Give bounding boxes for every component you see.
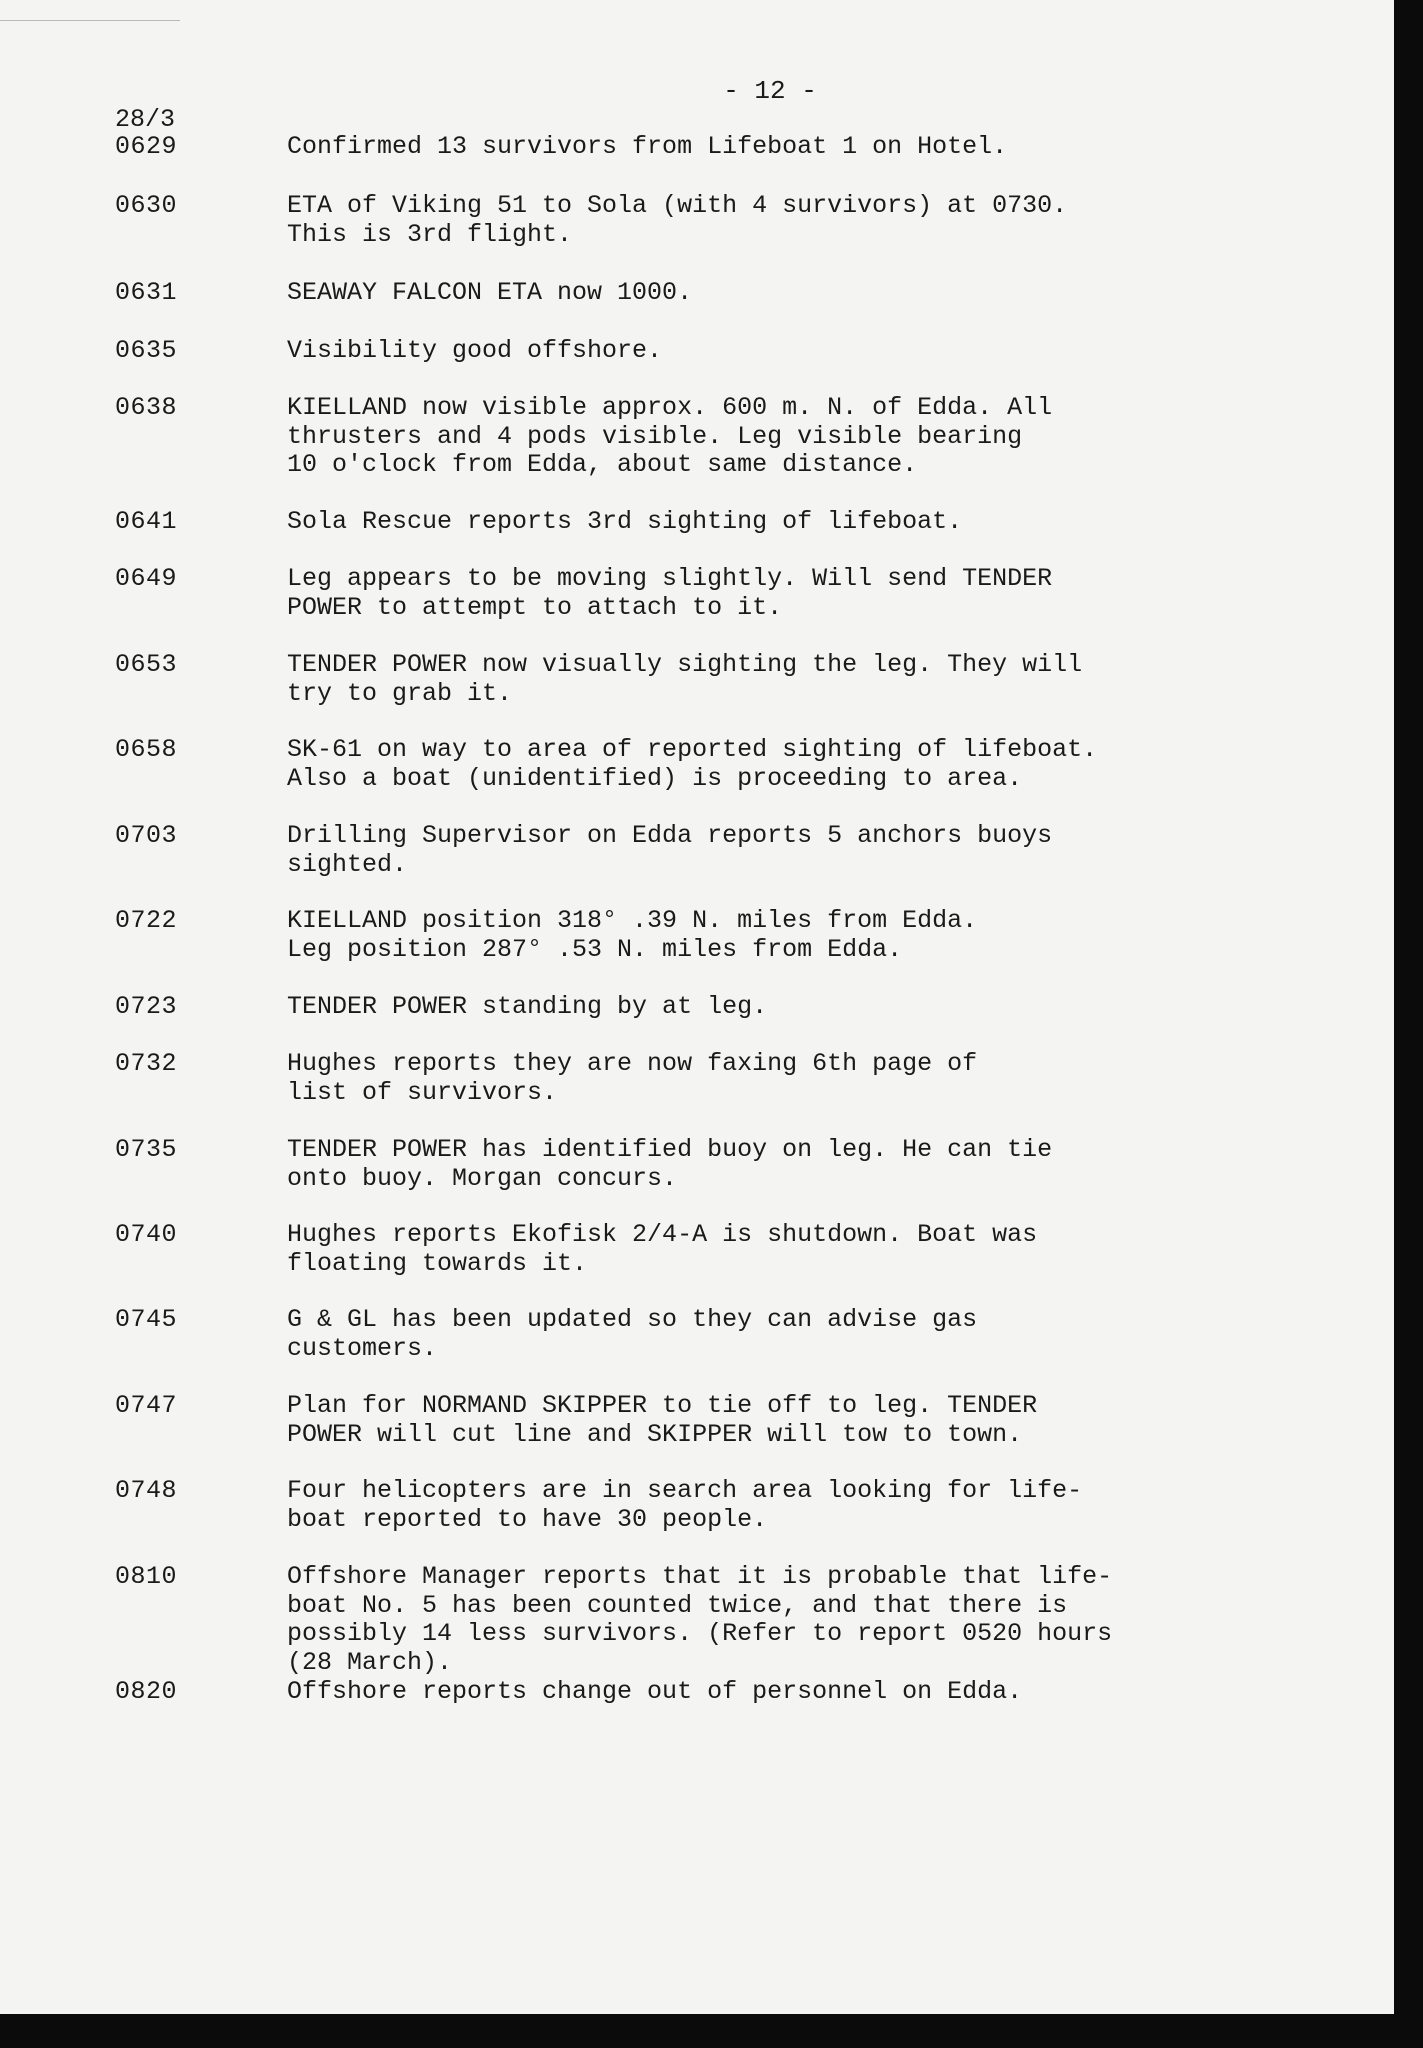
entry-text: Leg appears to be moving slightly. Will send TENDER POWER to attempt to attach to it.	[287, 564, 1053, 622]
entry-time: 0658	[115, 735, 178, 764]
entry-time: 0748	[115, 1476, 178, 1505]
entry-text: G & GL has been updated so they can advise gas customers.	[287, 1305, 978, 1363]
entry-text: Hughes reports Ekofisk 2/4-A is shutdown. Boat was floating towards it.	[287, 1220, 1038, 1278]
scan-artifact-line	[0, 20, 180, 21]
entry-text: ETA of Viking 51 to Sola (with 4 survivors) at 0730. This is 3rd flight.	[287, 191, 1068, 249]
entry-time: 0630	[115, 191, 178, 220]
entry-time: 0638	[115, 393, 178, 422]
entry-time: 0722	[115, 906, 178, 935]
date-header: 28/3	[115, 105, 176, 134]
entry-text: Sola Rescue reports 3rd sighting of lifeboat.	[287, 507, 963, 536]
entry-text: Visibility good offshore.	[287, 336, 663, 365]
entry-text: Drilling Supervisor on Edda reports 5 anchors buoys sighted.	[287, 821, 1053, 879]
entry-time: 0810	[115, 1562, 178, 1591]
entry-text: TENDER POWER now visually sighting the leg. They will try to grab it.	[287, 650, 1083, 708]
entry-time: 0723	[115, 992, 178, 1021]
entry-text: Confirmed 13 survivors from Lifeboat 1 on Hotel.	[287, 132, 1008, 161]
entry-time: 0747	[115, 1391, 178, 1420]
entry-time: 0653	[115, 650, 178, 679]
entry-text: Offshore reports change out of personnel on Edda.	[287, 1677, 1023, 1706]
entry-time: 0820	[115, 1677, 178, 1706]
entry-time: 0703	[115, 821, 178, 850]
entry-time: 0629	[115, 132, 178, 161]
entry-text: TENDER POWER standing by at leg.	[287, 992, 768, 1021]
entry-time: 0732	[115, 1049, 178, 1078]
entry-text: Offshore Manager reports that it is probable that life- boat No. 5 has been counted twice, and that there is possibly 14 less survivors. (Refer to report 0520 hours (28 March).	[287, 1562, 1113, 1677]
entry-time: 0740	[115, 1220, 178, 1249]
entry-text: KIELLAND position 318° .39 N. miles from Edda. Leg position 287° .53 N. miles from Edda.	[287, 906, 978, 964]
entry-text: KIELLAND now visible approx. 600 m. N. of Edda. All thrusters and 4 pods visible. Leg visible bearing 10 o'clock from Edda, about same distance.	[287, 393, 1053, 479]
entry-time: 0745	[115, 1305, 178, 1334]
entry-time: 0735	[115, 1135, 178, 1164]
entry-text: SEAWAY FALCON ETA now 1000.	[287, 278, 693, 307]
entry-time: 0649	[115, 564, 178, 593]
entry-text: Plan for NORMAND SKIPPER to tie off to leg. TENDER POWER will cut line and SKIPPER will tow to town.	[287, 1391, 1038, 1449]
entry-text: Hughes reports they are now faxing 6th page of list of survivors.	[287, 1049, 978, 1107]
entry-time: 0631	[115, 278, 178, 307]
page-number: - 12 -	[723, 76, 817, 106]
entry-time: 0635	[115, 336, 178, 365]
entry-text: Four helicopters are in search area looking for life- boat reported to have 30 people.	[287, 1476, 1083, 1534]
entry-text: TENDER POWER has identified buoy on leg. He can tie onto buoy. Morgan concurs.	[287, 1135, 1053, 1193]
entry-time: 0641	[115, 507, 178, 536]
entry-text: SK-61 on way to area of reported sighting of lifeboat. Also a boat (unidentified) is proceeding to area.	[287, 735, 1098, 793]
